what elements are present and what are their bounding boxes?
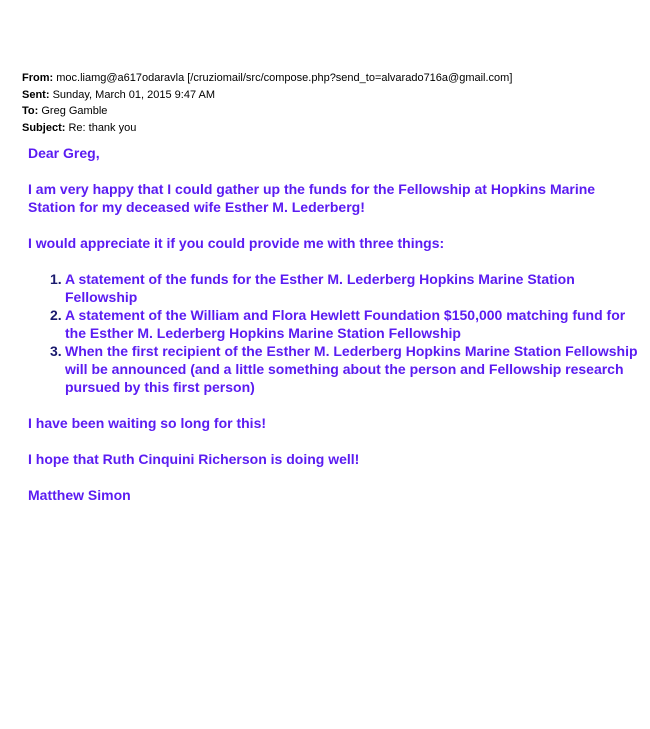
- paragraph-funds: I am very happy that I could gather up the funds for the Fellowship at Hopkins Marine Station for my deceased wife Esther M. Lederberg!: [28, 181, 596, 215]
- signature: Matthew Simon: [28, 487, 131, 503]
- list-item-text: When the first recipient of the Esther M. Lederberg Hopkins Marine Station Fellowship will be announced (and a little something about the person and Fellowship research pursued by this first person): [65, 343, 638, 395]
- list-item-number: 3.: [50, 343, 62, 359]
- list-item-number: 2.: [50, 307, 62, 323]
- list-item: [28, 306, 643, 342]
- subject-label: Subject:: [22, 121, 66, 134]
- sent-label: Sent:: [22, 88, 50, 101]
- from-row: [22, 70, 642, 87]
- from-label: From:: [22, 72, 54, 84]
- email-body: [28, 144, 643, 504]
- to-value: Greg Gamble: [41, 105, 108, 117]
- sent-value: Sunday, March 01, 2015 9:47 AM: [52, 88, 216, 101]
- email-header: [22, 70, 642, 136]
- list-item-text: A statement of the William and Flora Hewlett Foundation $150,000 matching fund for the Esther M. Lederberg Hopkins Marine Station Fellowship: [65, 307, 626, 341]
- paragraph-waiting: I have been waiting so long for this!: [28, 415, 267, 431]
- paragraph-wellwish: I hope that Ruth Cinquini Richerson is doing well!: [28, 451, 360, 467]
- sent-row: [22, 87, 642, 104]
- list-item-number: 1.: [50, 271, 62, 287]
- from-value: moc.liamg@a617odaravla [/cruziomail/src/compose.php?send_to=alvarado716a@gmail.com]: [56, 72, 513, 84]
- list-item: [28, 342, 643, 396]
- list-item: [28, 270, 643, 306]
- request-list: [28, 270, 643, 396]
- salutation: Dear Greg,: [28, 145, 100, 161]
- paragraph-request: I would appreciate it if you could provide me with three things:: [28, 235, 445, 251]
- to-row: [22, 103, 642, 120]
- list-item-text: A statement of the funds for the Esther M. Lederberg Hopkins Marine Station Fellowship: [65, 271, 575, 305]
- subject-value: Re: thank you: [68, 121, 137, 134]
- to-label: To:: [22, 105, 39, 117]
- subject-row: [22, 120, 642, 137]
